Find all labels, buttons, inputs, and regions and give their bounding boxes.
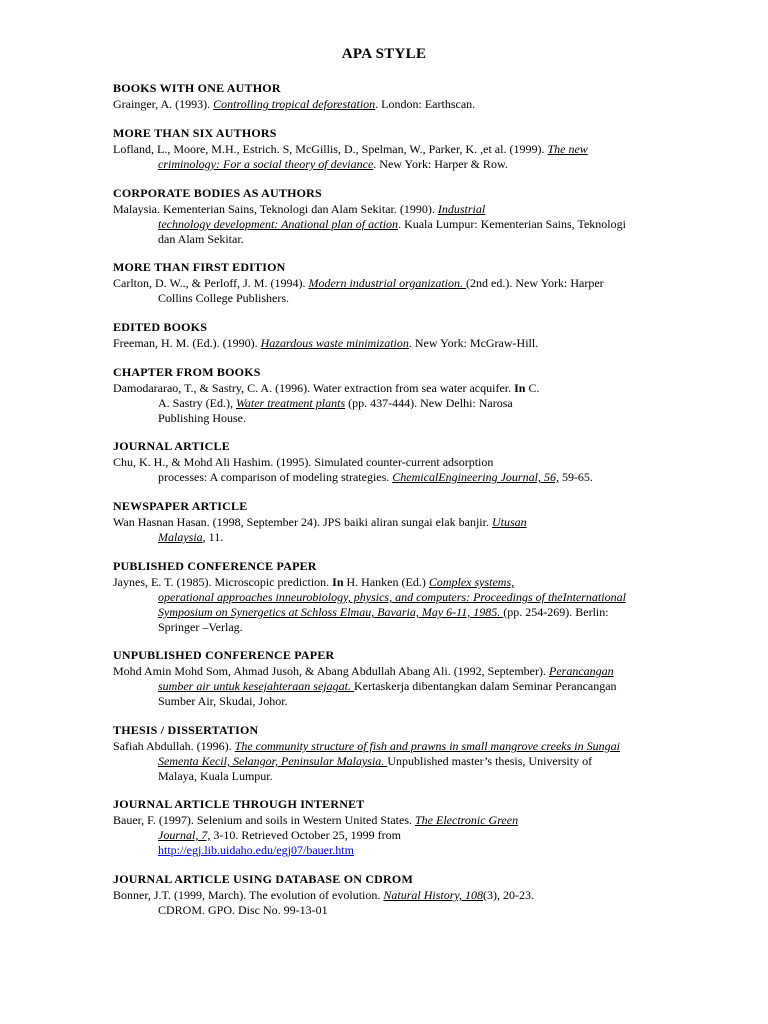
section-heading: JOURNAL ARTICLE USING DATABASE ON CDROM <box>113 872 413 886</box>
reference-text: , 11. <box>202 530 224 544</box>
reference-line <box>113 828 658 843</box>
reference-section <box>113 797 658 858</box>
reference-text: Freeman, H. M. (Ed.). (1990). <box>113 336 261 350</box>
reference-text: H. Hanken (Ed.) <box>343 575 429 589</box>
reference-line <box>113 97 658 112</box>
reference-line <box>113 455 658 470</box>
reference-line <box>113 530 658 545</box>
reference-text: C. <box>525 381 540 395</box>
section-heading: THESIS / DISSERTATION <box>113 723 259 737</box>
source-title: criminology: For a social theory of deviance <box>158 157 374 171</box>
source-title: technology development: Anational plan of action <box>158 217 399 231</box>
source-title: Water treatment plants <box>236 396 346 410</box>
source-title: Perancangan <box>549 664 614 678</box>
reference-line <box>113 470 658 485</box>
reference-line <box>113 217 658 232</box>
source-title: The new <box>547 142 588 156</box>
reference-line <box>113 575 658 590</box>
reference-line <box>113 620 658 635</box>
source-title: Journal, 7, <box>158 828 211 842</box>
reference-line <box>113 232 658 247</box>
reference-text: (2nd ed.). New York: Harper <box>466 276 604 290</box>
reference-line <box>113 843 658 858</box>
reference-text: Collins College Publishers. <box>158 291 290 305</box>
reference-text: . London: Earthscan. <box>375 97 476 111</box>
reference-line <box>113 888 658 903</box>
source-title: Modern industrial organization. <box>308 276 467 290</box>
section-heading: EDITED BOOKS <box>113 320 208 334</box>
section-heading: JOURNAL ARTICLE THROUGH INTERNET <box>113 797 365 811</box>
reference-line <box>113 813 658 828</box>
reference-line <box>113 411 658 426</box>
source-title: sumber air untuk kesejahteraan sejagat. <box>158 679 354 693</box>
reference-line <box>113 202 658 217</box>
reference-line <box>113 276 658 291</box>
section-heading: NEWSPAPER ARTICLE <box>113 499 248 513</box>
reference-section <box>113 648 658 709</box>
source-title: Controlling tropical deforestation <box>213 97 376 111</box>
reference-text: Springer –Verlag. <box>158 620 243 634</box>
reference-text: (pp. 437-444). New Delhi: Narosa <box>345 396 513 410</box>
section-heading: CORPORATE BODIES AS AUTHORS <box>113 186 322 200</box>
reference-text: In <box>332 575 344 589</box>
reference-line <box>113 739 658 754</box>
reference-text: CDROM. GPO. Disc No. 99-13-01 <box>158 903 328 917</box>
reference-line <box>113 769 658 784</box>
section-heading: PUBLISHED CONFERENCE PAPER <box>113 559 317 573</box>
reference-text: dan Alam Sekitar. <box>158 232 244 246</box>
reference-line <box>113 679 658 694</box>
source-title: Malaysia <box>158 530 203 544</box>
source-title: Symposium on Synergetics at Schloss Elmau, Bavaria, May 6-11, 1985. <box>158 605 504 619</box>
reference-line <box>113 694 658 709</box>
source-title: Natural History, 108 <box>383 888 484 902</box>
reference-line <box>113 754 658 769</box>
source-title: Complex systems, <box>428 575 515 589</box>
section-heading: CHAPTER FROM BOOKS <box>113 365 261 379</box>
section-heading: UNPUBLISHED CONFERENCE PAPER <box>113 648 335 662</box>
section-heading: JOURNAL ARTICLE <box>113 439 230 453</box>
reference-text: In <box>514 381 526 395</box>
reference-text: Mohd Amin Mohd Som, Ahmad Jusoh, & Abang Abdullah Abang Ali. (1992, September). <box>113 664 549 678</box>
reference-text: Grainger, A. (1993). <box>113 97 214 111</box>
section-heading: BOOKS WITH ONE AUTHOR <box>113 81 281 95</box>
reference-section <box>113 365 658 426</box>
reference-section <box>113 81 658 112</box>
reference-text: Wan Hasnan Hasan. (1998, September 24). JPS baiki aliran sungai elak banjir. <box>113 515 492 529</box>
reference-text: Kertaskerja dibentangkan dalam Seminar Perancangan <box>353 679 617 693</box>
reference-text: processes: A comparison of modeling strategies. <box>158 470 393 484</box>
reference-line <box>113 336 658 351</box>
reference-line <box>113 590 658 605</box>
reference-line <box>113 142 658 157</box>
reference-section <box>113 872 658 918</box>
reference-text: Sumber Air, Skudai, Johor. <box>158 694 288 708</box>
reference-line <box>113 664 658 679</box>
reference-text: . New York: McGraw-Hill. <box>408 336 539 350</box>
reference-url-link[interactable]: http://egj.lib.uidaho.edu/egj07/bauer.htm <box>158 843 354 857</box>
reference-text: Jaynes, E. T. (1985). Microscopic prediction. <box>113 575 333 589</box>
reference-text: Bonner, J.T. (1999, March). The evolution of evolution. <box>113 888 384 902</box>
reference-section <box>113 439 658 485</box>
reference-text: Safiah Abdullah. (1996). <box>113 739 235 753</box>
reference-text: . Kuala Lumpur: Kementerian Sains, Teknologi <box>398 217 626 231</box>
reference-section <box>113 559 658 635</box>
reference-section <box>113 126 658 172</box>
reference-line <box>113 903 658 918</box>
reference-text: Chu, K. H., & Mohd Ali Hashim. (1995). Simulated counter-current adsorption <box>113 455 494 469</box>
reference-line <box>113 381 658 396</box>
source-title: Utusan <box>491 515 527 529</box>
reference-text: 59-65. <box>558 470 593 484</box>
reference-line <box>113 515 658 530</box>
reference-line <box>113 291 658 306</box>
reference-section <box>113 320 658 351</box>
reference-text: Malaysia. Kementerian Sains, Teknologi dan Alam Sekitar. (1990). <box>113 202 438 216</box>
section-heading: MORE THAN FIRST EDITION <box>113 260 286 274</box>
reference-text: (3), 20-23. <box>483 888 535 902</box>
source-title: The community structure of fish and prawns in small mangrove creeks in Sungai <box>234 739 620 753</box>
reference-text: Unpublished master’s thesis, University of <box>387 754 593 768</box>
reference-text: Publishing House. <box>158 411 247 425</box>
reference-text: A. Sastry (Ed.), <box>158 396 236 410</box>
source-title: operational approaches inneurobiology, physics, and computers: Proceedings of theInternational <box>158 590 626 604</box>
source-title: ChemicalEngineering Journal, 56, <box>392 470 559 484</box>
reference-text: Carlton, D. W.., & Perloff, J. M. (1994). <box>113 276 309 290</box>
reference-section <box>113 186 658 247</box>
source-title: Industrial <box>437 202 486 216</box>
reference-section <box>113 499 658 545</box>
reference-text: Damodararao, T., & Sastry, C. A. (1996). Water extraction from sea water acquifer. <box>113 381 515 395</box>
page-title: APA STYLE <box>341 46 427 62</box>
reference-text: (pp. 254-269). Berlin: <box>503 605 609 619</box>
reference-section <box>113 723 658 784</box>
source-title: The Electronic Green <box>415 813 519 827</box>
source-title: Sementa Kecil, Selangor, Peninsular Malaysia. <box>158 754 388 768</box>
reference-text: Malaya, Kuala Lumpur. <box>158 769 273 783</box>
reference-section <box>113 260 658 306</box>
reference-text: 3-10. Retrieved October 25, 1999 from <box>210 828 401 842</box>
reference-text: Bauer, F. (1997). Selenium and soils in Western United States. <box>113 813 415 827</box>
reference-text: Lofland, L., Moore, M.H., Estrich. S, McGillis, D., Spelman, W., Parker, K. ,et al. (1999). <box>113 142 548 156</box>
reference-line <box>113 157 658 172</box>
reference-text: . New York: Harper & Row. <box>373 157 508 171</box>
reference-line <box>113 396 658 411</box>
section-heading: MORE THAN SIX AUTHORS <box>113 126 277 140</box>
reference-line <box>113 605 658 620</box>
source-title: Hazardous waste minimization <box>260 336 409 350</box>
